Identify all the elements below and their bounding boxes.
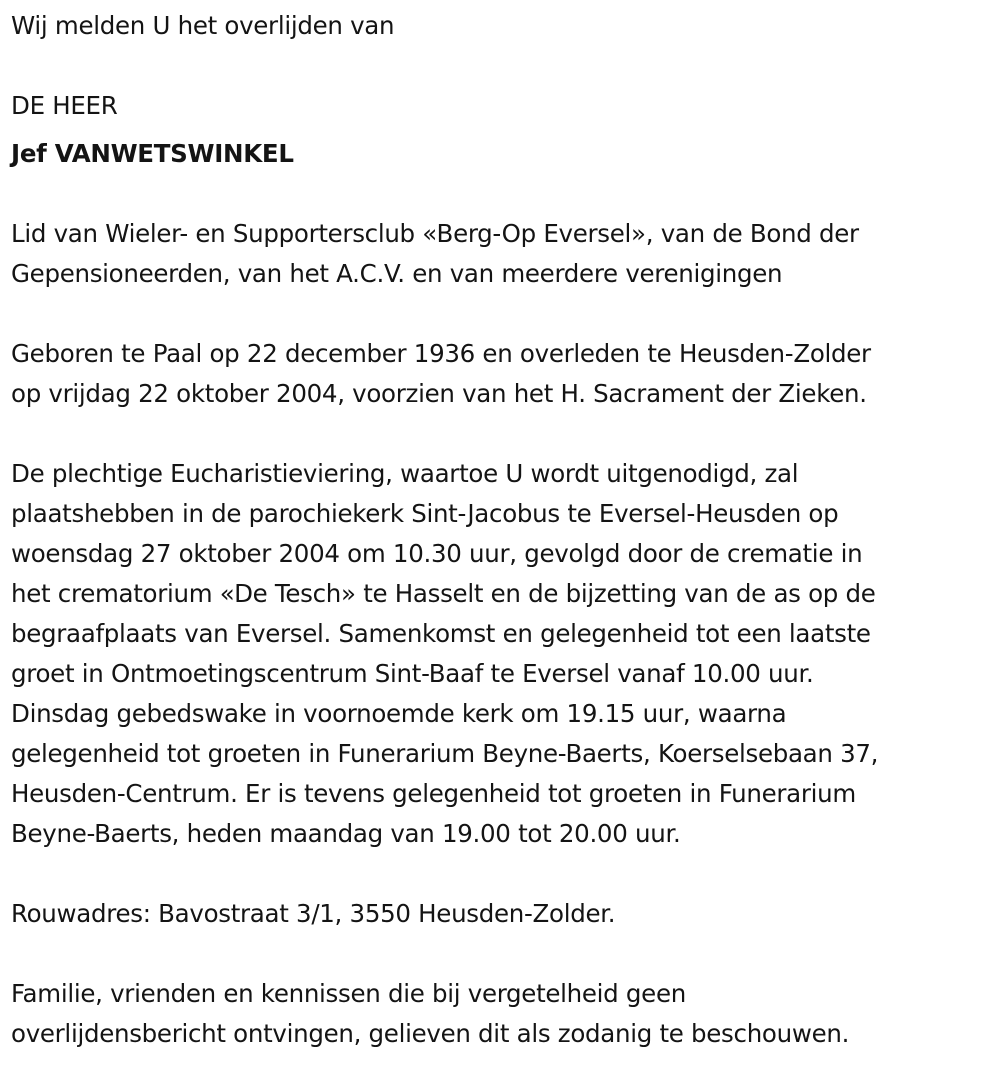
ceremony-line: begraafplaats van Eversel. Samenkomst en gelegenheid tot een laatste: [11, 619, 871, 648]
honorific: DE HEER: [11, 91, 118, 120]
ceremony-line: Beyne-Baerts, heden maandag van 19.00 tot 20.00 uur.: [11, 819, 681, 848]
memberships-line: Gepensioneerden, van het A.C.V. en van meerdere verenigingen: [11, 259, 783, 288]
mourning-address: Rouwadres: Bavostraat 3/1, 3550 Heusden-Zolder.: [11, 899, 616, 928]
ceremony-line: het crematorium «De Tesch» te Hasselt en de bijzetting van de as op de: [11, 579, 876, 608]
ceremony-line: plaatshebben in de parochiekerk Sint-Jacobus te Eversel-Heusden op: [11, 499, 839, 528]
ceremony-line: groet in Ontmoetingscentrum Sint-Baaf te Eversel vanaf 10.00 uur.: [11, 659, 814, 688]
memberships-paragraph: [11, 214, 859, 294]
ceremony-line: woensdag 27 oktober 2004 om 10.30 uur, gevolgd door de crematie in: [11, 539, 863, 568]
ceremony-line: Dinsdag gebedswake in voornoemde kerk om 19.15 uur, waarna: [11, 699, 787, 728]
ceremony-line: De plechtige Eucharistieviering, waartoe U wordt uitgenodigd, zal: [11, 459, 799, 488]
closing-line: overlijdensbericht ontvingen, gelieven dit als zodanig te beschouwen.: [11, 1019, 850, 1048]
birth-death-line: Geboren te Paal op 22 december 1936 en overleden te Heusden-Zolder: [11, 339, 871, 368]
address-paragraph: [11, 894, 615, 934]
deceased-name: Jef VANWETSWINKEL: [11, 139, 294, 168]
birth-death-line: op vrijdag 22 oktober 2004, voorzien van het H. Sacrament der Zieken.: [11, 379, 867, 408]
ceremony-line: Heusden-Centrum. Er is tevens gelegenheid tot groeten in Funerarium: [11, 779, 856, 808]
ceremony-line: gelegenheid tot groeten in Funerarium Beyne-Baerts, Koerselsebaan 37,: [11, 739, 879, 768]
birth-death-paragraph: [11, 334, 871, 414]
memberships-line: Lid van Wieler- en Supportersclub «Berg-Op Eversel», van de Bond der: [11, 219, 859, 248]
closing-paragraph: [11, 974, 849, 1054]
closing-line: Familie, vrienden en kennissen die bij vergetelheid geen: [11, 979, 686, 1008]
ceremony-paragraph: [11, 454, 878, 854]
intro-line: Wij melden U het overlijden van: [11, 11, 395, 40]
